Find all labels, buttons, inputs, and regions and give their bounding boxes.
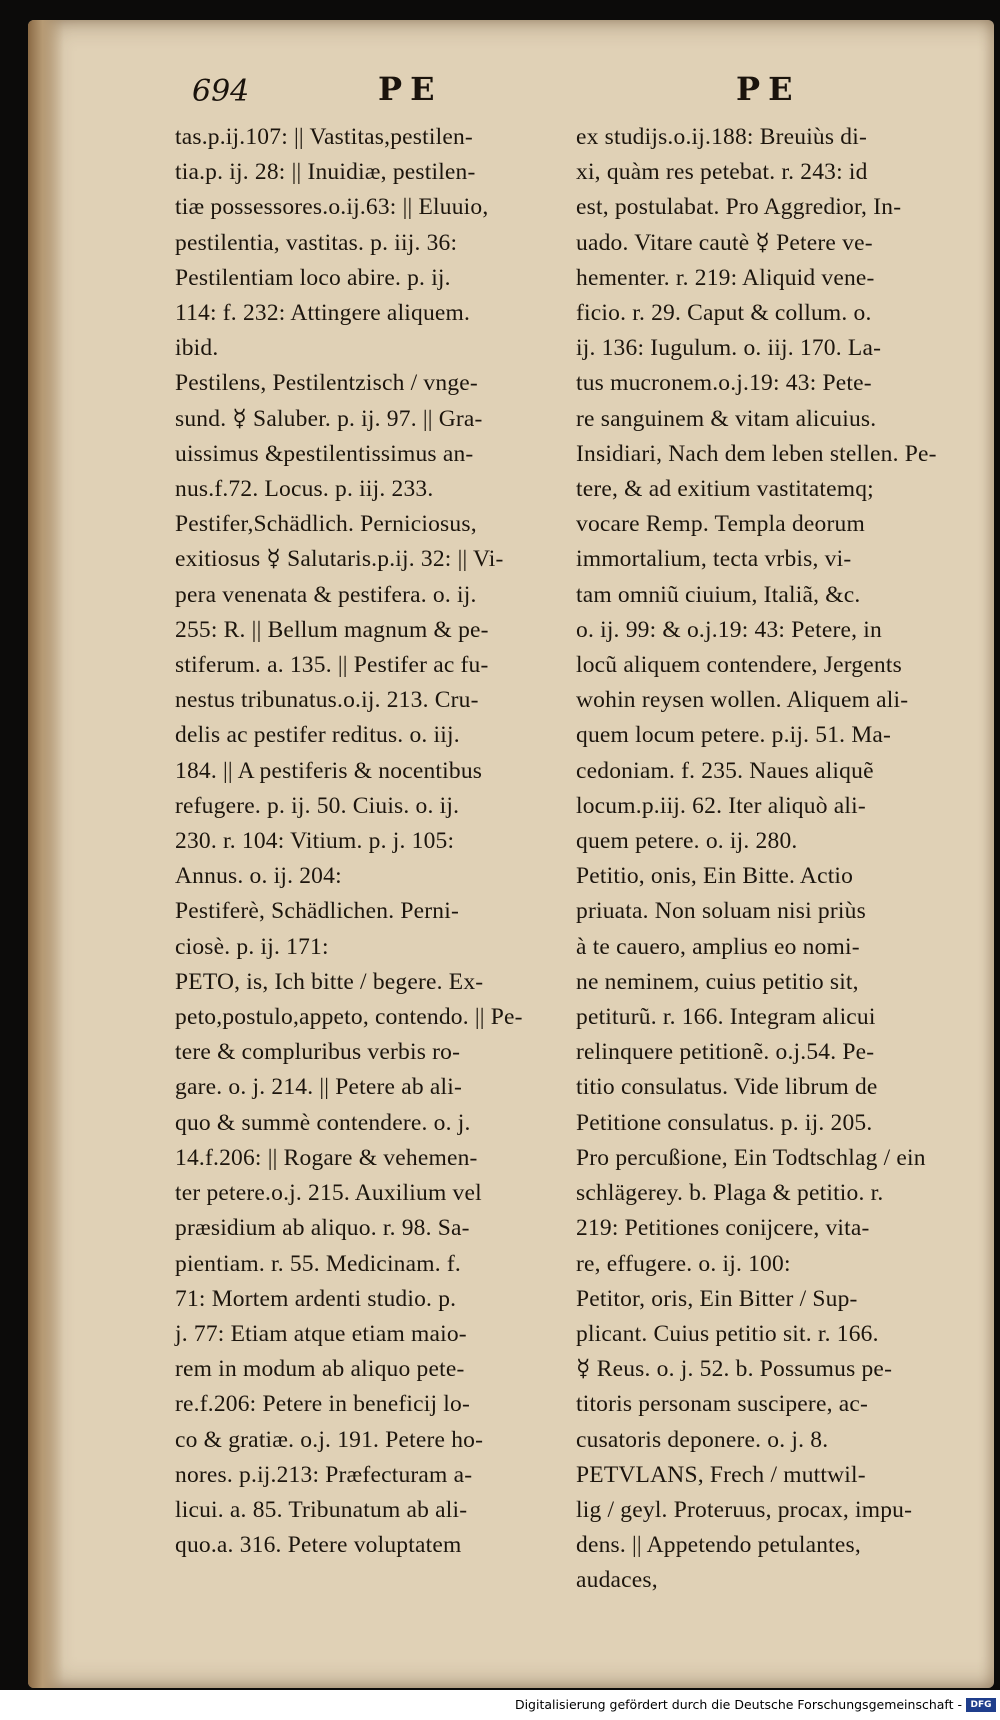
- text-line: Annus. o. ij. 204:: [175, 863, 342, 890]
- book-page: [28, 20, 994, 1688]
- text-line: ibid.: [175, 335, 219, 362]
- text-line: titio consulatus. Vide librum de: [576, 1074, 878, 1101]
- text-line: quo.a. 316. Petere voluptatem: [175, 1532, 462, 1559]
- running-head-left: PE: [378, 70, 443, 108]
- text-line: Pestiferè, Schädlichen. Perni-: [175, 898, 459, 925]
- text-line: quem petere. o. ij. 280.: [576, 828, 798, 855]
- text-line: sund. ☿ Saluber. p. ij. 97. || Gra-: [175, 405, 483, 432]
- text-line: re, effugere. o. ij. 100:: [576, 1250, 791, 1277]
- text-line: Petitor, oris, Ein Bitter / Sup-: [576, 1285, 858, 1312]
- text-line: peto,postulo,appeto, contendo. || Pe-: [175, 1004, 523, 1031]
- text-line: ficio. r. 29. Caput & collum. o.: [576, 300, 872, 327]
- text-line: quem locum petere. p.ij. 51. Ma-: [576, 722, 892, 749]
- text-line: petiturũ. r. 166. Integram alicui: [576, 1004, 876, 1031]
- text-line: pientiam. r. 55. Medicinam. f.: [175, 1250, 461, 1277]
- text-line: re.f.206: Petere in beneficij lo-: [175, 1391, 471, 1418]
- text-line: o. ij. 99: & o.j.19: 43: Petere, in: [576, 616, 882, 643]
- text-line: Petitio, onis, Ein Bitte. Actio: [576, 863, 854, 890]
- text-line: 14.f.206: || Rogare & vehemen-: [175, 1144, 478, 1171]
- text-line: Pestifer,Schädlich. Perniciosus,: [175, 511, 477, 538]
- running-header: [168, 70, 948, 116]
- text-line: PETO, is, Ich bitte / begere. Ex-: [175, 968, 484, 995]
- text-line: nores. p.ij.213: Præfecturam a-: [175, 1461, 473, 1488]
- text-line: tia.p. ij. 28: || Inuidiæ, pestilen-: [175, 159, 476, 186]
- dfg-logo: DFG: [966, 1698, 996, 1712]
- text-line: licui. a. 85. Tribunatum ab ali-: [175, 1496, 468, 1523]
- text-line: ne neminem, cuius petitio sit,: [576, 968, 859, 995]
- text-line: 219: Petitiones conijcere, vita-: [576, 1215, 870, 1242]
- text-line: quo & summè contendere. o. j.: [175, 1109, 471, 1136]
- text-line: cedoniam. f. 235. Naues aliquẽ: [576, 757, 874, 784]
- text-line: pestilentia, vastitas. p. iij. 36:: [175, 229, 458, 256]
- text-line: Pestilens, Pestilentzisch / vnge-: [175, 370, 478, 397]
- text-line: 230. r. 104: Vitium. p. j. 105:: [175, 828, 455, 855]
- text-line: Petitione consulatus. p. ij. 205.: [576, 1109, 873, 1136]
- text-line: ter petere.o.j. 215. Auxilium vel: [175, 1180, 482, 1207]
- text-line: refugere. p. ij. 50. Ciuis. o. ij.: [175, 792, 460, 819]
- text-line: locũ aliquem contendere, Jergents: [576, 652, 902, 679]
- text-line: priuata. Non soluam nisi priùs: [576, 898, 866, 925]
- page-number: 694: [192, 74, 250, 109]
- text-line: tere, & ad exitium vastitatemq;: [576, 476, 874, 503]
- text-line: ij. 136: Iugulum. o. iij. 170. La-: [576, 335, 882, 362]
- text-line: titoris personam suscipere, ac-: [576, 1391, 869, 1418]
- text-line: ex studijs.o.ij.188: Breuiùs di-: [576, 124, 868, 150]
- text-line: rem in modum ab aliquo pete-: [175, 1356, 465, 1383]
- text-line: PETVLANS, Frech / muttwil-: [576, 1461, 866, 1488]
- text-line: tus mucronem.o.j.19: 43: Pete-: [576, 370, 872, 397]
- text-line: plicant. Cuius petitio sit. r. 166.: [576, 1320, 879, 1347]
- text-line: Pestilentiam loco abire. p. ij.: [175, 264, 451, 291]
- text-line: co & gratiæ. o.j. 191. Petere ho-: [175, 1426, 484, 1453]
- text-line: vocare Remp. Templa deorum: [576, 511, 865, 538]
- text-line: schlägerey. b. Plaga & petitio. r.: [576, 1180, 884, 1207]
- text-line: uissimus &pestilentissimus an-: [175, 440, 474, 467]
- text-line: lig / geyl. Proteruus, procax, impu-: [576, 1496, 913, 1523]
- text-line: 71: Mortem ardenti studio. p.: [175, 1285, 457, 1312]
- text-line: xi, quàm res petebat. r. 243: id: [576, 159, 868, 186]
- text-line: nus.f.72. Locus. p. iij. 233.: [175, 476, 434, 503]
- text-line: 184. || A pestiferis & nocentibus: [175, 757, 483, 784]
- text-line: cusatoris deponere. o. j. 8.: [576, 1426, 829, 1453]
- text-line: hementer. r. 219: Aliquid vene-: [576, 264, 875, 291]
- text-line: 114: f. 232: Attingere aliquem.: [175, 300, 471, 327]
- text-line: 255: R. || Bellum magnum & pe-: [175, 616, 489, 643]
- text-line: dens. || Appetendo petulantes,: [576, 1532, 861, 1559]
- text-line: exitiosus ☿ Salutaris.p.ij. 32: || Vi-: [175, 546, 504, 573]
- text-line: stiferum. a. 135. || Pestifer ac fu-: [175, 652, 489, 679]
- text-line: nestus tribunatus.o.ij. 213. Cru-: [175, 687, 479, 714]
- text-line: ☿ Reus. o. j. 52. b. Possumus pe-: [576, 1356, 893, 1383]
- text-line: tas.p.ij.107: || Vastitas,pestilen-: [175, 124, 473, 150]
- left-text-column: [175, 120, 559, 1563]
- text-line: ciosè. p. ij. 171:: [175, 933, 329, 960]
- text-line: j. 77: Etiam atque etiam maio-: [175, 1320, 467, 1347]
- text-line: est, postulabat. Pro Aggredior, In-: [576, 194, 902, 221]
- text-line: immortalium, tecta vrbis, vi-: [576, 546, 852, 573]
- text-line: Pro percußione, Ein Todtschlag / ein: [576, 1144, 926, 1171]
- text-line: relinquere petitionẽ. o.j.54. Pe-: [576, 1039, 875, 1066]
- text-line: præsidium ab aliquo. r. 98. Sa-: [175, 1215, 470, 1242]
- text-line: tiæ possessores.o.ij.63: || Eluuio,: [175, 194, 489, 221]
- text-line: locum.p.iij. 62. Iter aliquò ali-: [576, 792, 866, 819]
- text-line: tere & compluribus verbis ro-: [175, 1039, 461, 1066]
- text-line: uado. Vitare cautè ☿ Petere ve-: [576, 229, 873, 256]
- text-line: pera venenata & pestifera. o. ij.: [175, 581, 477, 608]
- text-line: wohin reysen wollen. Aliquem ali-: [576, 687, 909, 714]
- footer-credit: Digitalisierung gefördert durch die Deutsche Forschungsgemeinschaft -: [514, 1697, 962, 1712]
- digitization-footer: [0, 1690, 1000, 1720]
- text-line: tam omniũ ciuium, Italiã, &c.: [576, 581, 861, 608]
- running-head-right: PE: [736, 70, 801, 108]
- text-line: re sanguinem & vitam alicuius.: [576, 405, 877, 432]
- text-line: à te cauero, amplius eo nomi-: [576, 933, 860, 960]
- right-text-column: [576, 120, 960, 1599]
- text-line: delis ac pestifer reditus. o. iij.: [175, 722, 460, 749]
- text-line: audaces,: [576, 1567, 658, 1594]
- text-line: Insidiari, Nach dem leben stellen. Pe-: [576, 440, 937, 467]
- text-line: gare. o. j. 214. || Petere ab ali-: [175, 1074, 463, 1101]
